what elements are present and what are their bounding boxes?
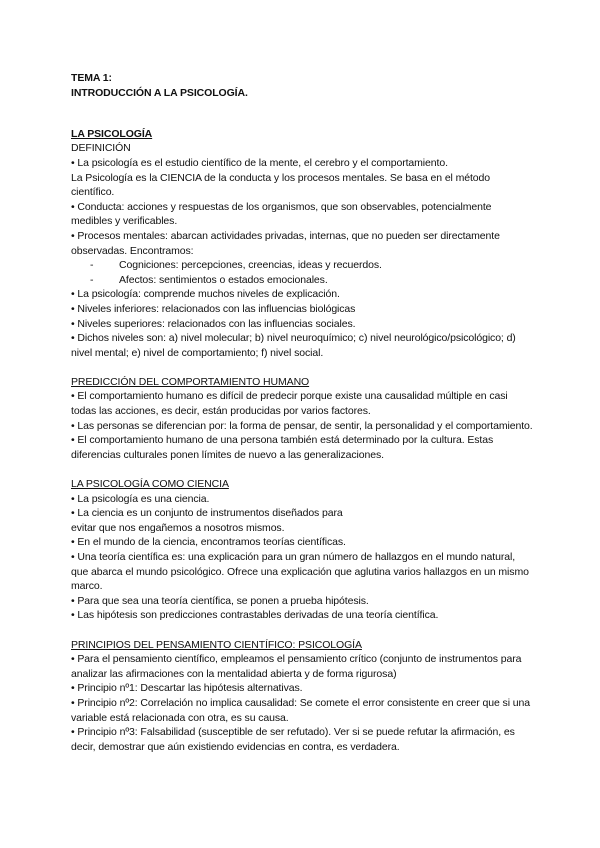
- doc-title-line1: TEMA 1:: [71, 72, 112, 84]
- section-heading-principios: PRINCIPIOS DEL PENSAMIENTO CIENTÍFICO: PSICOLOGÍA: [71, 638, 362, 651]
- sub-list-item: [71, 258, 533, 273]
- dash-marker: -: [90, 259, 94, 272]
- paragraph: • Procesos mentales: abarcan actividades privadas, internas, que no pueden ser directamente observadas. Encontramos:: [71, 229, 500, 257]
- doc-title-line2: INTRODUCCIÓN A LA PSICOLOGÍA.: [71, 86, 248, 99]
- sub-list-text: Cogniciones: percepciones, creencias, ideas y recuerdos.: [119, 259, 382, 272]
- paragraph: • Niveles superiores: relacionados con las influencias sociales.: [71, 317, 356, 330]
- paragraph: • En el mundo de la ciencia, encontramos teorías científicas.: [71, 536, 346, 549]
- paragraph: • Conducta: acciones y respuestas de los organismos, que son observables, potencialmente medibles y verificables.: [71, 200, 492, 228]
- paragraph: • La ciencia es un conjunto de instrumentos diseñados para: [71, 507, 343, 520]
- dash-marker: -: [90, 273, 94, 286]
- paragraph: • Las hipótesis son predicciones contrastables derivadas de una teoría científica.: [71, 609, 439, 622]
- paragraph: • Principio nº2: Correlación no implica causalidad: Se comete el error consistente en creer que si una variable está relacionada con otra, es su causa.: [71, 696, 530, 724]
- section-heading-prediccion: PREDICCIÓN DEL COMPORTAMIENTO HUMANO: [71, 375, 310, 388]
- section-heading-la-psicologia: LA PSICOLOGÍA: [71, 127, 153, 140]
- document-body: [71, 71, 533, 754]
- paragraph: • El comportamiento humano es difícil de predecir porque existe una causalidad múltiple en casi todas las acciones, es decir, están producidas por varios factores.: [71, 390, 508, 418]
- sub-list-text: Afectos: sentimientos o estados emocionales.: [119, 273, 328, 286]
- section-heading-psicologia-ciencia: LA PSICOLOGÍA COMO CIENCIA: [71, 478, 229, 491]
- paragraph: • El comportamiento humano de una persona también está determinado por la cultura. Estas diferencias culturales ponen límites de nuevo a las generalizaciones.: [71, 434, 494, 461]
- paragraph: • La psicología es una ciencia.: [71, 492, 210, 505]
- paragraph: • Principio nº3: Falsabilidad (susceptible de ser refutado). Ver si se puede refutar la afirmación, es decir, demostrar que aún existiendo evidencias en contra, es verdadera.: [71, 726, 515, 753]
- sub-list-item: [71, 273, 533, 288]
- paragraph: • Para el pensamiento científico, empleamos el pensamiento crítico (conjunto de instrumentos para analizar las afirmaciones con la mentalidad abierta y de forma rigurosa): [71, 653, 522, 680]
- paragraph: • Para que sea una teoría científica, se ponen a prueba hipótesis.: [71, 594, 369, 607]
- paragraph: • Una teoría científica es: una explicación para un gran número de hallazgos en el mundo natural, que abarca el mundo psicológico. Ofrece una explicación que aglutina varios hallazgos en un mismo marco.: [71, 551, 529, 593]
- subheading-definicion: DEFINICIÓN: [71, 142, 131, 155]
- paragraph: • Dichos niveles son: a) nivel molecular; b) nivel neuroquímico; c) nivel neurológico/psicológico; d) nivel mental; e) nivel de comportamiento; f) nivel social.: [71, 332, 516, 359]
- paragraph: • La psicología: comprende muchos niveles de explicación.: [71, 288, 340, 301]
- paragraph: • Principio nº1: Descartar las hipótesis alternativas.: [71, 682, 303, 695]
- paragraph: • La psicología es el estudio científico de la mente, el cerebro y el comportamiento.: [71, 156, 448, 169]
- paragraph: • Las personas se diferencian por: la forma de pensar, de sentir, la personalidad y el comportamiento.: [71, 419, 533, 432]
- paragraph: evitar que nos engañemos a nosotros mismos.: [71, 521, 285, 534]
- paragraph: La Psicología es la CIENCIA de la conducta y los procesos mentales. Se basa en el método científico.: [71, 171, 491, 199]
- paragraph: • Niveles inferiores: relacionados con las influencias biológicas: [71, 302, 356, 315]
